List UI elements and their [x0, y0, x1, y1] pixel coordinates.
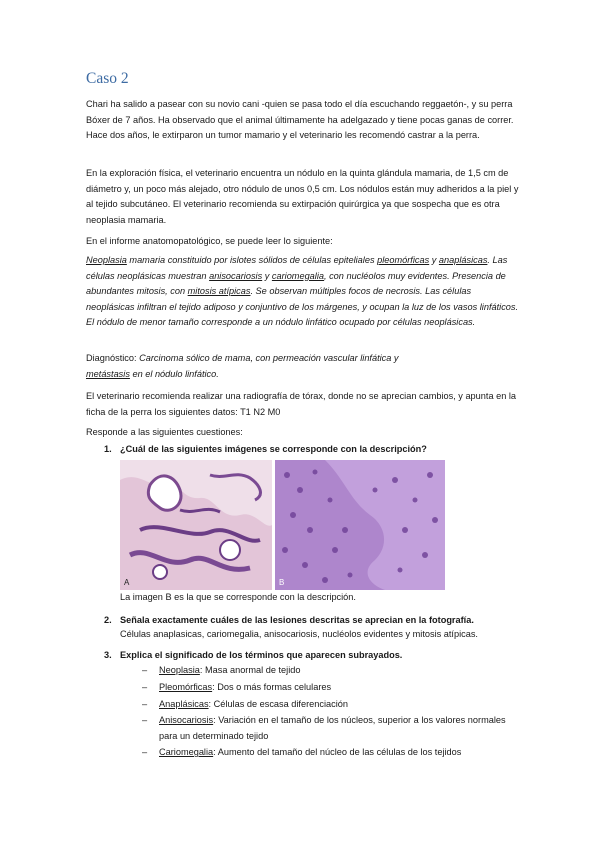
diagnosis-label: Diagnóstico:: [86, 353, 140, 363]
question-number: 2.: [104, 615, 112, 625]
term-mitosis: mitosis atípicas: [187, 286, 251, 297]
question-number: 3.: [104, 650, 112, 660]
figure-label-b: B: [279, 578, 285, 587]
histology-figure: [120, 460, 445, 590]
question-text: Explica el significado de los términos que aparecen subrayados.: [120, 650, 403, 660]
diagnosis-text-2: en el nódulo linfático.: [129, 368, 219, 379]
case-title: Caso 2: [86, 70, 129, 87]
question-text: Señala exactamente cuáles de las lesiones descritas se aprecian en la fotografía.: [120, 615, 474, 625]
figure-label-a: A: [124, 578, 130, 587]
list-dash: –: [142, 682, 148, 692]
term-anisocariosis: anisocariosis: [209, 270, 263, 281]
question-text: ¿Cuál de las siguientes imágenes se corresponde con la descripción?: [120, 444, 427, 454]
report-text-4: y: [262, 270, 272, 281]
report-text-6: . Se observan múltiples focos de necrosis. Las células neoplásicas infiltran el tejido adiposo y conjuntivo de los márgenes, y ocupan la luz de los vasos linfáticos. El nódulo de menor tamaño corresponde a un nódulo linfático ocupado por células neoplásicas.: [86, 286, 519, 328]
term-pleomorficas: pleomórficas: [377, 255, 430, 265]
histology-a-graphic: [120, 460, 272, 590]
term-anaplasicas: anaplásicas: [438, 255, 488, 265]
pathology-report: [86, 253, 521, 331]
definition-term: Pleomórficas: [159, 682, 213, 692]
list-dash: –: [142, 665, 148, 675]
list-dash: –: [142, 715, 148, 725]
answer-1: La imagen B es la que se corresponde con la descripción.: [120, 592, 356, 602]
list-dash: –: [142, 699, 148, 709]
histology-image-a: [120, 460, 272, 590]
report-text-1: mamaria constituido por islotes sólidos de células epiteliales: [126, 255, 378, 265]
definition-term: Anisocariosis: [159, 715, 214, 725]
report-text-3: . Las células neoplásicas muestran: [86, 255, 508, 281]
definition-text: : Células de escasa diferenciación: [208, 699, 348, 709]
definition-term: Neoplasia: [159, 665, 200, 675]
list-dash: –: [142, 747, 148, 757]
term-neoplasia: Neoplasia: [86, 255, 127, 265]
histology-b-graphic: [275, 460, 445, 590]
intro-paragraph-3: En el informe anatomopatológico, se puede leer lo siguiente:: [86, 236, 333, 246]
term-cariomegalia: cariomegalia: [271, 270, 324, 281]
diagnosis: [86, 351, 521, 382]
answer-2: Células anaplasicas, cariomegalia, anisocariosis, nucléolos evidentes y mitosis atípicas.: [120, 629, 478, 639]
report-text-5: , con nucléolos muy evidentes. Presencia de abundantes mitosis, con: [86, 270, 506, 297]
definition-term: Anaplásicas: [159, 699, 209, 709]
definition-text: : Aumento del tamaño del núcleo de las células de los tejidos: [213, 747, 462, 757]
question-number: 1.: [104, 444, 112, 454]
report-text-2: y: [429, 255, 439, 265]
definition-text: : Masa anormal de tejido: [199, 665, 301, 675]
diagnosis-text-1: Carcinoma sólico de mama, con permeación vascular linfática y: [139, 353, 399, 363]
questions-intro: Responde a las siguientes cuestiones:: [86, 427, 243, 437]
histology-image-b: [275, 460, 445, 590]
definition-text: : Variación en el tamaño de los núcleos, superior a los valores normales para un determinado tejido: [159, 715, 506, 741]
intro-paragraph-1: Chari ha salido a pasear con su novio cani -quien se pasa todo el día escuchando reggaetón-, y su perra Bóxer de 7 años. Ha observado que el animal últimamente ha adelgazado y tiene pocas ganas de correr. Hace dos años, le extirparon un tumor mamario y el veterinario les recomendó castrar a la perra.: [86, 99, 514, 141]
definition-term: Cariomegalia: [159, 747, 214, 757]
definition-text: : Dos o más formas celulares: [212, 682, 332, 692]
intro-paragraph-2: En la exploración física, el veterinario encuentra un nódulo en la quinta glándula mamaria, de 1,5 cm de diámetro y, un poco más alejado, otro nódulo de unos 0,5 cm. Los nódulos están muy adheridos a la piel y al tejido subcutáneo. El veterinario recomienda su extirpación quirúrgica ya que sospecha que es otra neoplasia mamaria.: [86, 168, 519, 225]
vet-note: El veterinario recomienda realizar una radiografía de tórax, donde no se aprecian cambios, y apunta en la ficha de la perra los siguientes datos: T1 N2 M0: [86, 391, 517, 417]
term-metastasis: metástasis: [86, 368, 130, 379]
